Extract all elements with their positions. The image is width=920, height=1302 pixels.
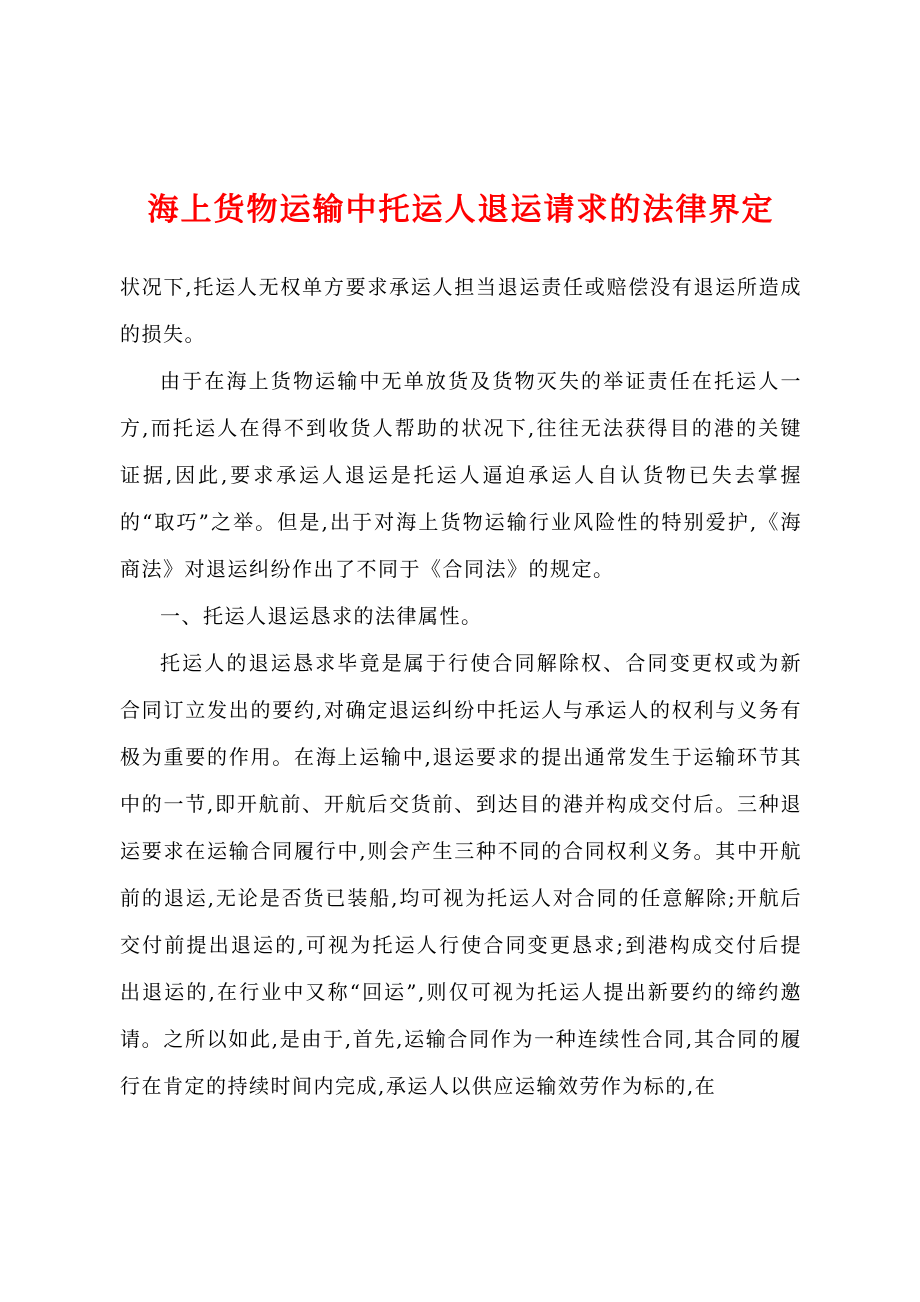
document-title: 海上货物运输中托运人退运请求的法律界定 — [147, 192, 775, 228]
section-heading-paragraph: 一、托运人退运恳求的法律属性。 — [160, 604, 483, 629]
document-body — [120, 264, 802, 1110]
body-paragraph: 状况下,托运人无权单方要求承运人担当退运责任或赔偿没有退运所造成的损失。 — [120, 275, 802, 347]
body-paragraph: 由于在海上货物运输中无单放货及货物灭失的举证责任在托运人一方,而托运人在得不到收货人帮助的状况下,往往无法获得目的港的关键证据,因此,要求承运人退运是托运人逼迫承运人自认货物已失去掌握的“取巧”之举。但是,出于对海上货物运输行业风险性的特别爱护,《海商法》对退运纠纷作出了不同于《合同法》的规定。 — [120, 369, 802, 582]
body-paragraph: 托运人的退运恳求毕竟是属于行使合同解除权、合同变更权或为新合同订立发出的要约,对确定退运纠纷中托运人与承运人的权利与义务有极为重要的作用。在海上运输中,退运要求的提出通常发生于运输环节其中的一节,即开航前、开航后交货前、到达目的港并构成交付后。三种退运要求在运输合同履行中,则会产生三种不同的合同权利义务。其中开航前的退运,无论是否货已装船,均可视为托运人对合同的任意解除;开航后交付前提出退运的,可视为托运人行使合同变更恳求;到港构成交付后提出退运的,在行业中又称“回运”,则仅可视为托运人提出新要约的缔约邀请。之所以如此,是由于,首先,运输合同作为一种连续性合同,其合同的履行在肯定的持续时间内完成,承运人以供应运输效劳作为标的,在 — [120, 651, 802, 1099]
